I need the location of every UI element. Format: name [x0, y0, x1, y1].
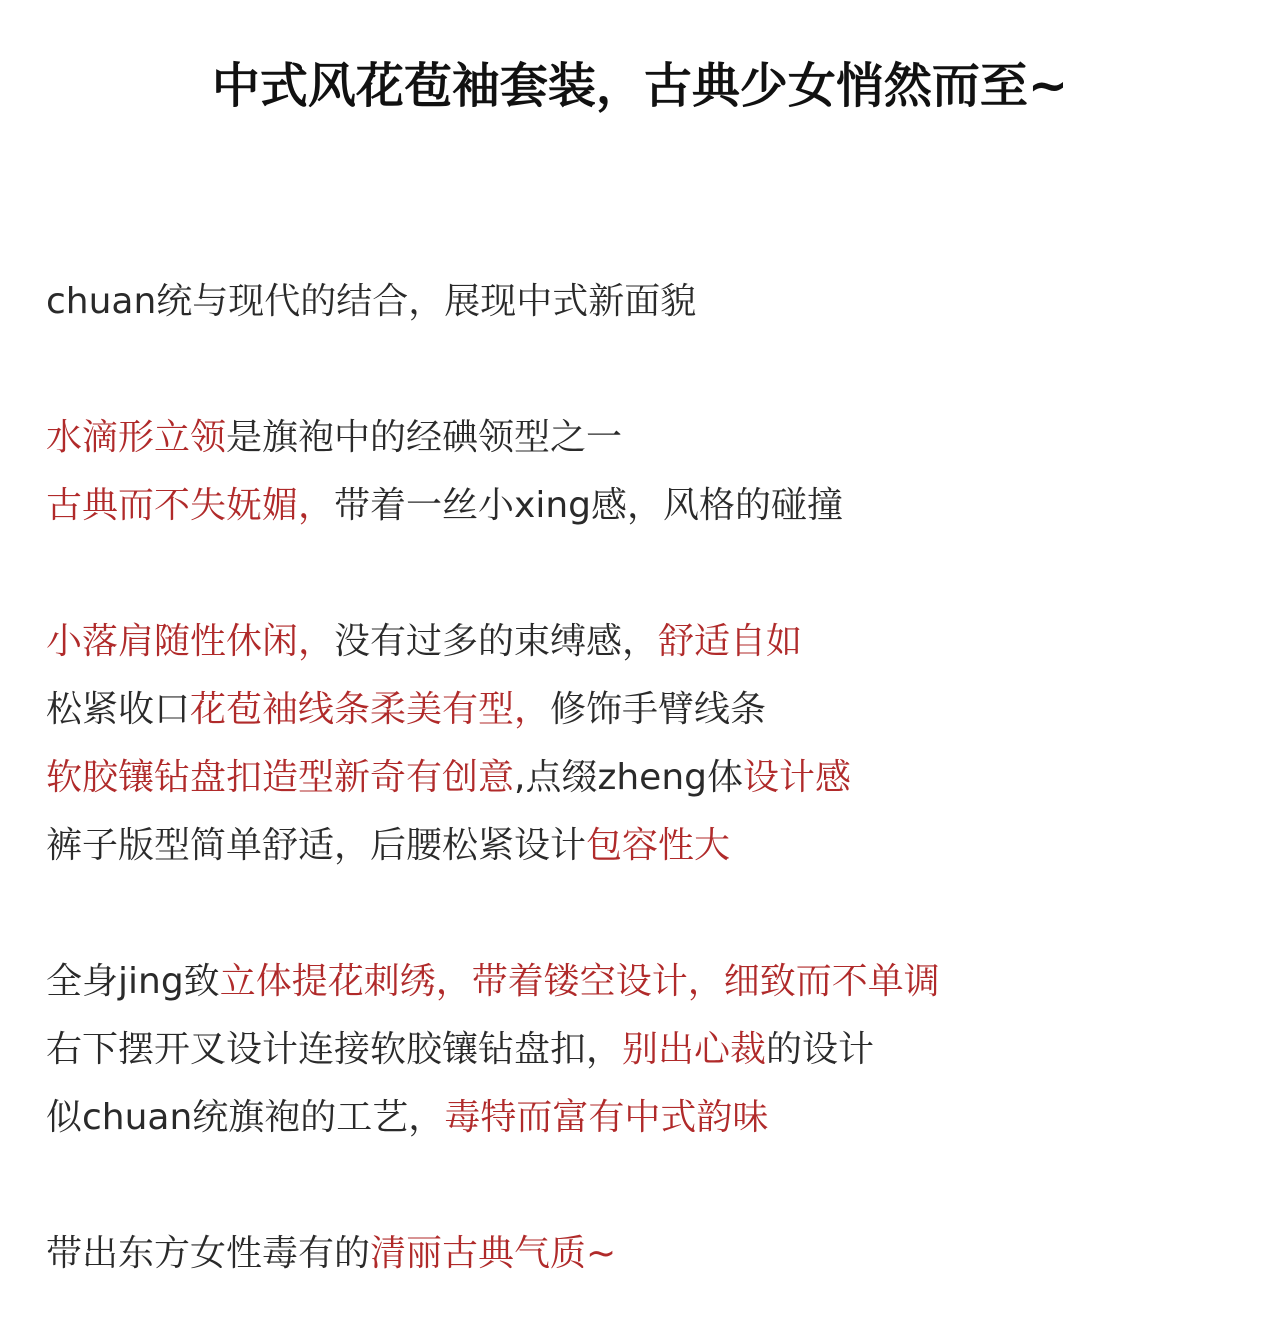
text-line: [46, 676, 1246, 744]
body-text: 带着一丝小xing感，风格的碰撞: [334, 485, 843, 526]
body-text: 似chuan统旗袍的工艺，: [46, 1097, 445, 1138]
highlight-text: 古典而不失妩媚，: [46, 485, 335, 526]
paragraph: [46, 404, 1246, 540]
text-line: [46, 608, 1246, 676]
body-text: ,点缀zheng体: [514, 757, 743, 798]
text-line: [46, 1220, 1246, 1288]
highlight-text: 软胶镶钻盘扣造型新奇有创意: [46, 757, 515, 798]
paragraph-spacer: [46, 336, 1246, 404]
paragraph-spacer: [46, 540, 1246, 608]
highlight-text: 立体提花刺绣，带着镂空设计，细致而不单调: [219, 961, 940, 1002]
body-text: 全身jing致: [46, 961, 220, 1002]
body-text: 没有过多的束缚感，: [334, 621, 659, 662]
highlight-text: 花苞袖线条柔美有型，: [190, 689, 551, 730]
paragraph: [46, 608, 1246, 880]
body-text: chuan统与现代的结合，展现中式新面貌: [46, 281, 697, 322]
article-body: [46, 268, 1246, 1288]
highlight-text: 毒特而富有中式韵味: [444, 1097, 769, 1138]
text-line: [46, 404, 1246, 472]
paragraph-spacer: [46, 1152, 1246, 1220]
highlight-text: 设计感: [743, 757, 852, 798]
body-text: 修饰手臂线条: [550, 689, 767, 730]
highlight-text: 别出心裁: [622, 1029, 767, 1070]
body-text: 右下摆开叉设计连接软胶镶钻盘扣，: [46, 1029, 623, 1070]
body-text: 是旗袍中的经碘领型之一: [226, 417, 623, 458]
page-title: 中式风花苞袖套装，古典少女悄然而至~: [211, 58, 1069, 114]
text-line: [46, 1084, 1246, 1152]
paragraph-spacer: [46, 880, 1246, 948]
text-line: [46, 744, 1246, 812]
body-text: 的设计: [766, 1029, 875, 1070]
paragraph: [46, 1220, 1246, 1288]
text-line: [46, 472, 1246, 540]
body-text: 松紧收口: [46, 689, 191, 730]
body-text: 裤子版型简单舒适，后腰松紧设计: [46, 825, 587, 866]
text-line: [46, 812, 1246, 880]
text-line: [46, 948, 1246, 1016]
body-text: 带出东方女性毒有的: [46, 1233, 371, 1274]
highlight-text: 包容性大: [586, 825, 731, 866]
highlight-text: 小落肩随性休闲，: [46, 621, 335, 662]
paragraph: [46, 948, 1246, 1152]
paragraph: [46, 268, 1246, 336]
highlight-text: 舒适自如: [658, 621, 803, 662]
text-line: [46, 268, 1246, 336]
highlight-text: 清丽古典气质~: [370, 1233, 617, 1274]
highlight-text: 水滴形立领: [46, 417, 227, 458]
text-line: [46, 1016, 1246, 1084]
